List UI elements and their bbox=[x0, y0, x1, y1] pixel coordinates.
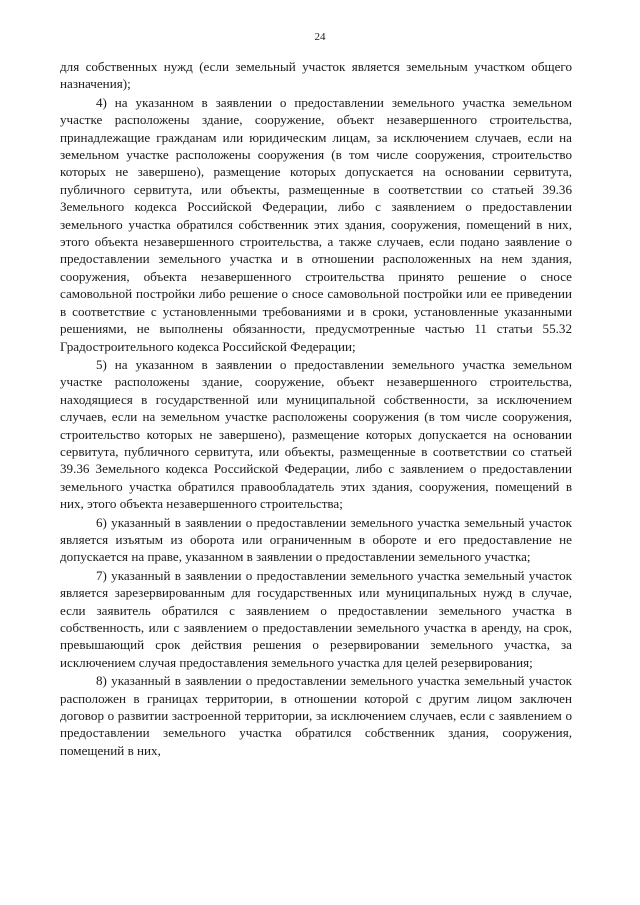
paragraph-item-6: 6) указанный в заявлении о предоставлении земельного участка земельный участок является изъятым из оборота или ограниченным в обороте и его предоставление не допускается на праве, указанном в заявлении о предоставлении земельного участка; bbox=[60, 514, 572, 565]
document-body bbox=[60, 58, 572, 759]
paragraph-item-4: 4) на указанном в заявлении о предоставлении земельного участка земельном участке расположены здание, сооружение, объект незавершенного строительства, принадлежащие гражданам или юридическим лицам, за исключением случаев, если на земельном участке расположены сооружения (в том числе сооружения, строительство которых не завершено), размещение которых допускается на основании сервитута, публичного сервитута, или объекты, размещенные в соответствии со статьей 39.36 Земельного кодекса Российской Федерации, либо с заявлением о предоставлении земельного участка обратился собственник этих здания, сооружения, помещений в них, этого объекта незавершенного строительства, а также случаев, если подано заявление о предоставлении земельного участка и в отношении расположенных на нем здания, сооружения, объекта незавершенного строительства принято решение о сносе самовольной постройки либо решение о сносе самовольной постройки или ее приведении в соответствие с установленными требованиями и в сроки, установленные указанными решениями, не выполнены обязанности, предусмотренные частью 11 статьи 55.32 Градостроительного кодекса Российской Федерации; bbox=[60, 94, 572, 354]
paragraph-item-5: 5) на указанном в заявлении о предоставлении земельного участка земельном участке расположены здание, сооружение, объект незавершенного строительства, находящиеся в государственной или муниципальной собственности, за исключением случаев, если на земельном участке расположены сооружения (в том числе сооружения, строительство которых не завершено), размещение которых допускается на основании сервитута, публичного сервитута, или объекты, размещенные в соответствии со статьей 39.36 Земельного кодекса Российской Федерации, либо с заявлением о предоставлении земельного участка обратился правообладатель этих здания, сооружения, помещений в них, этого объекта незавершенного строительства; bbox=[60, 356, 572, 512]
paragraph-item-7: 7) указанный в заявлении о предоставлении земельного участка земельный участок является зарезервированным для государственных или муниципальных нужд в случае, если заявитель обратился с заявлением о предоставлении земельного участка в собственность, или с заявлением о предоставлении земельного участка в аренду, на срок, превышающий срок действия решения о резервировании земельного участка, за исключением случая предоставления земельного участка для целей резервирования; bbox=[60, 567, 572, 670]
paragraph-item-8: 8) указанный в заявлении о предоставлении земельного участка земельный участок расположен в границах территории, в отношении которой с другим лицом заключен договор о развитии застроенной территории, за исключением случаев, если с заявлением о предоставлении земельного участка обратился собственник здания, сооружения, помещений в них, bbox=[60, 673, 572, 758]
paragraph-continuation: для собственных нужд (если земельный участок является земельным участком общего назначения); bbox=[60, 59, 572, 92]
page-number: 24 bbox=[314, 31, 326, 43]
